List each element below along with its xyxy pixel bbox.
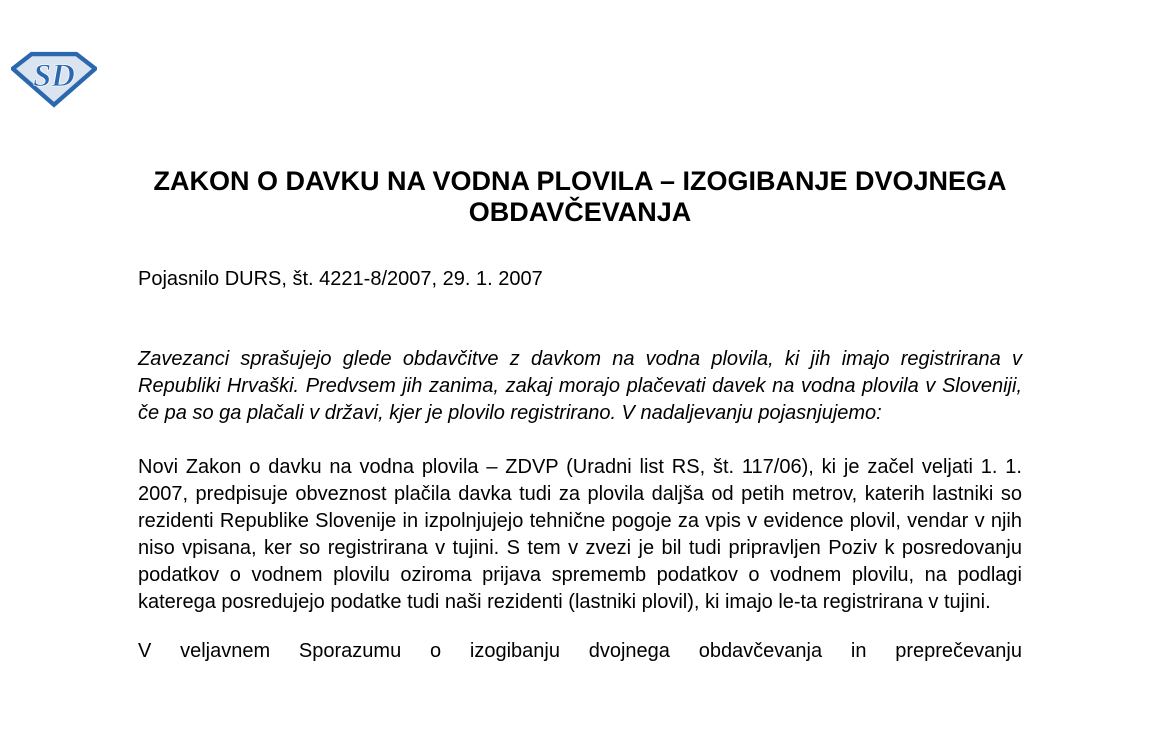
paragraph-law-explanation: Novi Zakon o davku na vodna plovila – ZDVP (Uradni list RS, št. 117/06), ki je začel veljati 1. 1. 2007, predpisuje obveznost plačila davka tudi za plovila daljša od petih metrov, katerih lastniki so rezidenti Republike Slovenije in izpolnjujejo tehnične pogoje za vpis v evidence plovil, vendar v njih niso vpisana, ker so registrirana v tujini. S tem v zvezi je bil tudi pripravljen Poziv k posredovanju podatkov o vodnem plovilu oziroma prijava sprememb podatkov o vodnem plovilu, na podlagi katerega posredujejo podatke tudi naši rezidenti (lastniki plovil), ki imajo le-ta registrirana v tujini. xyxy=(138,456,1022,613)
paragraph-agreement-start: V veljavnem Sporazumu o izogibanju dvojnega obdavčevanja in preprečevanju xyxy=(138,640,1022,662)
sd-logo-letters: SD xyxy=(33,57,75,94)
document-reference: Pojasnilo DURS, št. 4221-8/2007, 29. 1. 2007 xyxy=(138,268,543,290)
document-content xyxy=(138,0,1022,665)
paragraph-taxpayer-question: Zavezanci sprašujejo glede obdavčitve z davkom na vodna plovila, ki jih imajo registrirana v Republiki Hrvaški. Predvsem jih zanima, zakaj morajo plačevati davek na vodna plovila v Sloveniji, če pa so ga plačali v državi, kjer je plovilo registrirano. V nadaljevanju pojasnjujemo: xyxy=(138,348,1022,424)
sd-logo xyxy=(11,50,97,108)
document-title: ZAKON O DAVKU NA VODNA PLOVILA – IZOGIBANJE DVOJNEGA OBDAVČEVANJA xyxy=(153,166,1007,227)
sd-diamond-icon xyxy=(11,50,97,108)
